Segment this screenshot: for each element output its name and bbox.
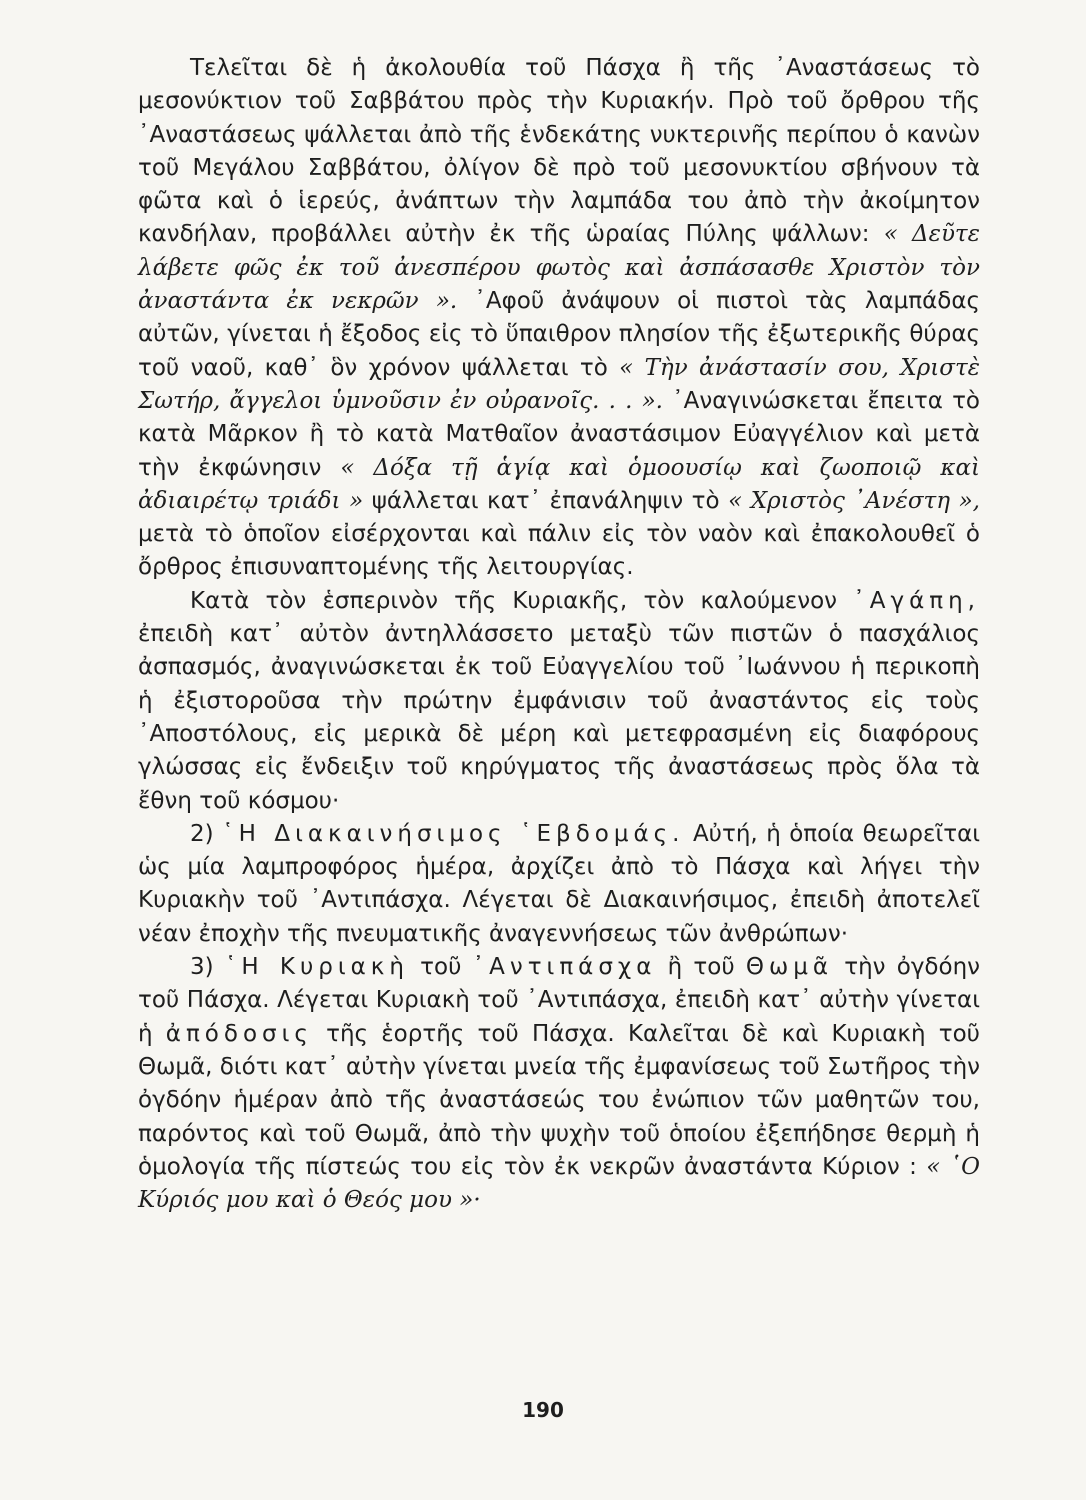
- text-run: ἢ τοῦ: [656, 954, 746, 981]
- body-text: [138, 52, 980, 1217]
- spaced-term: ἀπόδοσις: [165, 1020, 313, 1047]
- hymn-quote: « Δόξα τῇ ἁγίᾳ καὶ ὁμοουσίῳ καὶ ζωοποιῷ καὶ ἀδιαιρέτῳ τριάδι »: [138, 454, 980, 514]
- confession-quote: « ῾Ο Κύριός μου καὶ ὁ Θεός μου »·: [138, 1153, 980, 1214]
- paragraph-bright-week: [138, 818, 980, 951]
- text-run: ᾽Αναγινώσκεται ἔπειτα τὸ κατὰ Μᾶρκον ἢ τὸ κατὰ Ματθαῖον ἀναστάσιμον Εὐαγγέλιον καὶ μετὰ τὴν ἐκφώνησιν: [138, 387, 980, 481]
- spaced-term: ῾Η Κυριακὴ: [224, 954, 409, 981]
- text-run: τῆς ἑορτῆς τοῦ Πάσχα. Καλεῖται δὲ καὶ Κυριακὴ τοῦ Θωμᾶ, διότι κατ᾽ αὐτὴν γίνεται μνεία τῆς ἐμφανίσεως τοῦ Σωτῆρος τὴν ὀγδόην ἡμέραν ἀπὸ τῆς ἀναστάσεώς του ἐνώπιον τῶν μαθητῶν του, παρόντος καὶ τοῦ Θωμᾶ, ἀπὸ τὴν ψυχὴν τοῦ ὁποίου ἐξεπήδησε θερμὴ ἡ ὁμολογία τῆς πίστεώς του εἰς τὸν ἐκ νεκρῶν ἀναστάντα Κύριον :: [138, 1020, 980, 1180]
- spaced-term: Θωμᾶ: [745, 954, 834, 981]
- text-run: μετὰ τὸ ὁποῖον εἰσέρχονται καὶ πάλιν εἰς τὸν ναὸν καὶ ἐπακολουθεῖ ὁ ὄρθρος ἐπισυναπτομένης τῆς λειτουργίας.: [138, 521, 980, 581]
- spaced-term: ᾽Αγάπη,: [853, 587, 980, 614]
- spaced-term: ᾽Αντιπάσχα: [472, 954, 657, 981]
- paragraph-thomas-sunday: [138, 951, 980, 1217]
- text-run: τοῦ: [408, 954, 473, 981]
- text-run: ᾽Αφοῦ ἀνάψουν οἱ πιστοὶ τὰς λαμπάδας αὐτῶν, γίνεται ἡ ἔξοδος εἰς τὸ ὕπαιθρον πλησίον τῆς ἐξωτερικῆς θύρας τοῦ ναοῦ, καθ᾽ ὃν χρόνον ψάλλεται τὸ: [138, 288, 980, 381]
- text-run: Τελεῖται δὲ ἡ ἀκολουθία τοῦ Πάσχα ἢ τῆς ᾽Αναστάσεως τὸ μεσονύκτιον τοῦ Σαββάτου πρὸς τὴν Κυριακήν. Πρὸ τοῦ ὄρθρου τῆς ᾽Αναστάσεως ψάλλεται ἀπὸ τῆς ἑνδεκάτης νυκτερινῆς περίπου ὁ κανὼν τοῦ Μεγάλου Σαββάτου, ὀλίγον δὲ πρὸ τοῦ μεσονυκτίου σβήνουν τὰ φῶτα καὶ ὁ ἱερεύς, ἀνάπτων τὴν λαμπάδα του ἀπὸ τὴν ἀκοίμητον κανδήλαν, προβάλλει αὐτὴν ἐκ τῆς ὡραίας Πύλης ψάλλων:: [138, 55, 980, 248]
- hymn-quote: « Τὴν ἀνάστασίν σου, Χριστὲ Σωτήρ, ἄγγελοι ὑμνοῦσιν ἐν οὐρανοῖς. . . ».: [138, 354, 981, 414]
- paragraph-easter-service: [138, 52, 980, 585]
- hymn-quote: « Χριστὸς ᾽Ανέστη »,: [728, 487, 980, 514]
- text-run: Αὐτή, ἡ ὁποία θεωρεῖται ὡς μία λαμπροφόρος ἡμέρα, ἀρχίζει ἀπὸ τὸ Πάσχα καὶ λήγει τὴν Κυριακὴν τοῦ ᾽Αντιπάσχα. Λέγεται δὲ Διακαινήσιμος, ἐπειδὴ ἀποτελεῖ νέαν ἐποχὴν τῆς πνευματικῆς ἀναγεννήσεως τῶν ἀνθρώπων·: [138, 820, 981, 947]
- hymn-quote: « Δεῦτε λάβετε φῶς ἐκ τοῦ ἀνεσπέρου φωτὸς καὶ ἀσπάσασθε Χριστὸν τὸν ἀναστάντα ἐκ νεκρῶν ».: [138, 221, 980, 315]
- text-run: ἐπειδὴ κατ᾽ αὐτὸν ἀντηλλάσσετο μεταξὺ τῶν πιστῶν ὁ πασχάλιος ἀσπασμός, ἀναγινώσκεται ἐκ τοῦ Εὐαγγελίου τοῦ ᾽Ιωάννου ἡ περικοπὴ ἡ ἐξιστοροῦσα τὴν πρώτην ἐμφάνισιν τοῦ ἀναστάντος εἰς τοὺς ᾽Αποστόλους, εἰς μερικὰ δὲ μέρη καὶ μετεφρασμένη εἰς διαφόρους γλώσσας εἰς ἔνδειξιν τοῦ κηρύγματος τῆς ἀναστάσεως πρὸς ὅλα τὰ ἔθνη τοῦ κόσμου·: [138, 621, 980, 814]
- item-number: 2): [190, 820, 223, 847]
- paragraph-agape-vespers: [138, 585, 980, 818]
- spaced-term: ῾Η Διακαινήσιμος ῾Εβδομάς.: [222, 820, 685, 847]
- text-run: ψάλλεται κατ᾽ ἐπανάληψιν τὸ: [363, 487, 729, 514]
- text-run: Κατὰ τὸν ἑσπερινὸν τῆς Κυριακῆς, τὸν καλούμενον: [190, 587, 854, 614]
- item-number: 3): [190, 954, 225, 981]
- text-run: τὴν ὀγδόην τοῦ Πάσχα. Λέγεται Κυριακὴ τοῦ ᾽Αντιπάσχα, ἐπειδὴ κατ᾽ αὐτὴν γίνεται ἡ: [138, 954, 980, 1047]
- page-number: 190: [522, 1398, 564, 1422]
